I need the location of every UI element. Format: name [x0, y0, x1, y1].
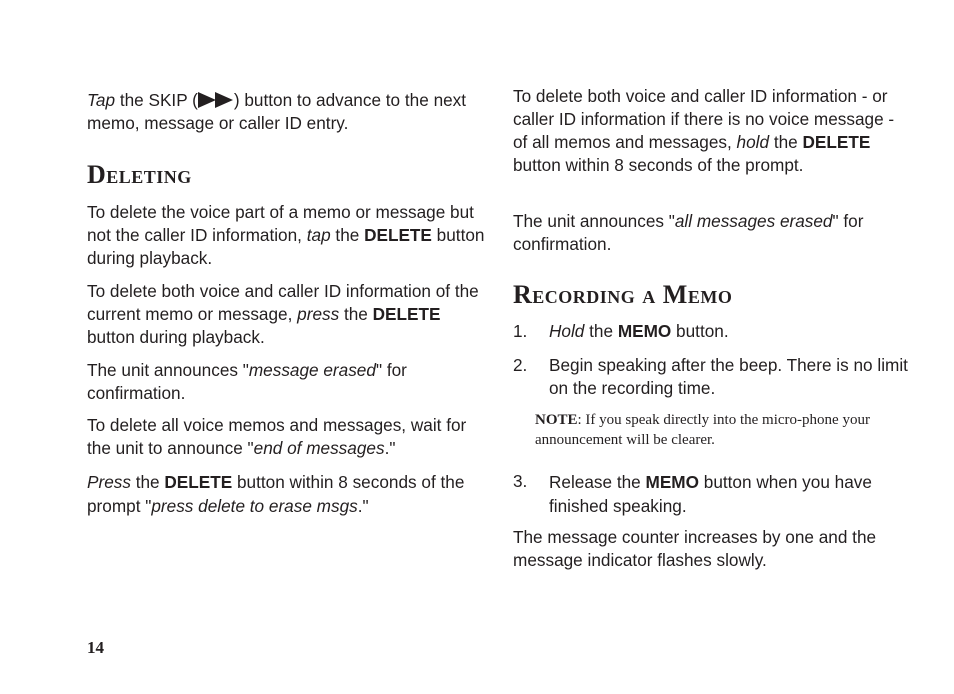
list-item: 2. Begin speaking after the beep. There is no limit on the recording time.	[513, 355, 908, 398]
delete-all-caller-id-paragraph: To delete both voice and caller ID information - or caller ID information if there is no voice message - of all memos and messages, hold the DELETE button within 8 seconds of the prompt.	[513, 86, 895, 175]
list-item: 3. Release the MEMO button when you have finished speaking.	[513, 471, 872, 516]
delete-voice-paragraph: To delete the voice part of a memo or message but not the caller ID information, tap the DELETE button during playback.	[87, 202, 485, 268]
skip-instruction: Tap the SKIP ( ) button to advance to the next memo, message or caller ID entry.	[87, 90, 467, 133]
list-item: 1. Hold the MEMO button.	[513, 321, 729, 341]
note-text: NOTE: If you speak directly into the micro-phone your announcement will be clearer.	[535, 412, 870, 448]
page-number: 14	[87, 638, 104, 657]
message-erased-paragraph: The unit announces "message erased" for confirmation.	[87, 360, 407, 403]
all-messages-erased-paragraph: The unit announces "all messages erased" for confirmation.	[513, 211, 864, 254]
press-delete-paragraph: Press the DELETE button within 8 seconds of the prompt "press delete to erase msgs."	[87, 472, 465, 516]
delete-all-paragraph: To delete all voice memos and messages, wait for the unit to announce "end of messages."	[87, 415, 467, 458]
deleting-heading: Deleting	[87, 160, 192, 189]
delete-both-paragraph: To delete both voice and caller ID information of the current memo or message, press the DELETE button during playback.	[87, 281, 479, 347]
skip-icon	[198, 92, 234, 108]
recording-memo-heading: Recording a Memo	[513, 280, 733, 309]
message-counter-paragraph: The message counter increases by one and the message indicator flashes slowly.	[513, 527, 877, 570]
